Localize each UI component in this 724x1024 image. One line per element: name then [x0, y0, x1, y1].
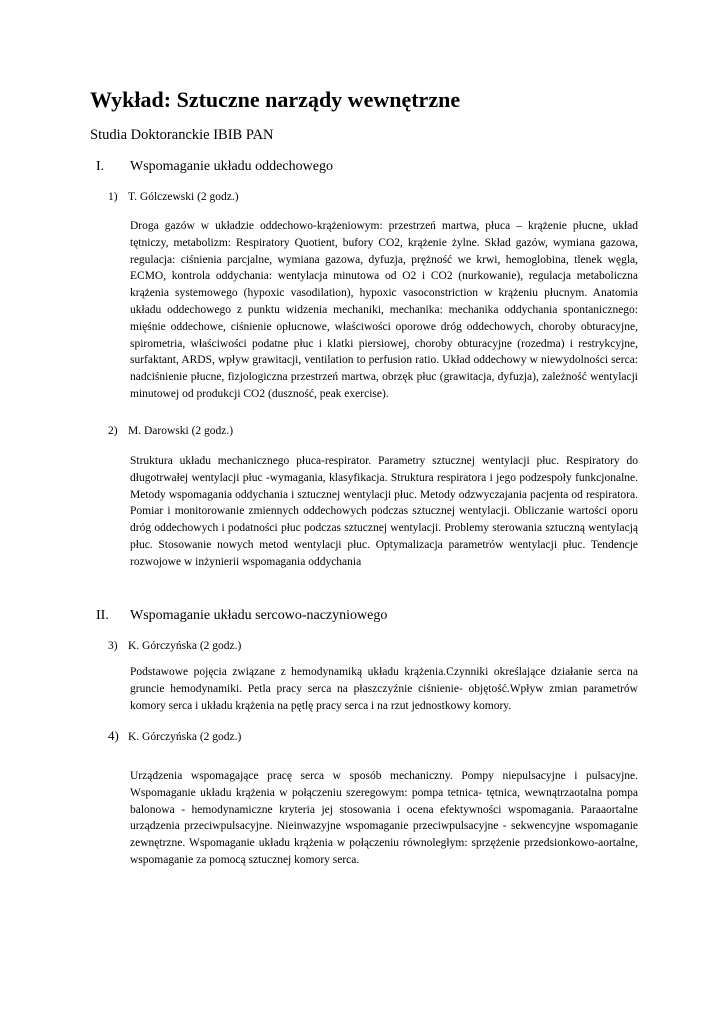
lecturer: K. Górczyńska (2 godz.)	[128, 640, 242, 652]
lecture-description: Urządzenia wspomagające pracę serca w sposób mechaniczny. Pompy niepulsacyjne i pulsacyjne. Wspomaganie układu krążenia w połączeniu szeregowym: pompa tetnica- tętnica, wewnątrzaotalna pompa balonowa - hemodynamiczne kryteria jej stosowania i ocena efektywności wspomagania. Paraaortalne urządzenia przeciwpulsacyjne. Nieinwazyjne wspomaganie przeciwpulsacyjne - sekwencyjne wspomaganie zewnętrzne. Wspomaganie układu krążenia w połączeniu równoległym: sprzężenie przedsionkowo-aortalne, wspomaganie za pomocą sztucznej komory serca.	[130, 770, 638, 866]
section-title: Wspomaganie układu sercowo-naczyniowego	[130, 608, 388, 623]
item-number: 2)	[108, 425, 118, 437]
lecture-description: Droga gazów w układzie oddechowo-krążeniowym: przestrzeń martwa, płuca – krążenie płucne, układ tętniczy, metabolizm: Respiratory Quotient, bufory CO2, krążenie żylne. Skład gazów, wymiana gazowa, regulacja: ciśnienia parcjalne, wymiana gazowa, dyfuzja, prężność we krwi, hemoglobina, tlenek węgla, ECMO, kontrola oddychania: wentylacja minutowa od O2 i CO2 (nurkowanie), regulacja metaboliczna krążenia systemowego (hypoxic vasodilation), hypoxic vasoconstriction w krążeniu płucnym. Anatomia układu oddechowego z punktu widzenia mechaniki, mechanika: mechanika oddychania spontanicznego: mięśnie oddechowe, ciśnienie opłucnowe, właściwości oporowe dróg oddechowych, choroby obturacyjne, spirometria, właściwości podatne płuc i klatki piersiowej, choroby obturacyjne (rozedma) i restrykcyjne, surfaktant, ARDS, wpływ grawitacji, ventilation to perfusion ratio. Układ oddechowy w niewydolności serca: nadciśnienie płucne, fizjologiczna przestrzeń martwa, obrzęk płuc (grawitacja, dyfuzja), zależność wentylacji minutowej od produkcji CO2 (duszność, peak exercise).	[130, 220, 638, 400]
lecture-description: Podstawowe pojęcia związane z hemodynamiką układu krążenia.Czynniki określające działanie serca na gruncie hemodynamiki. Petla pracy serca na płaszczyźnie ciśnienie- objętość.Wpływ zmian parametrów komory serca i układu krążenia na pętlę pracy serca i na rzut jednostkowy komory.	[130, 666, 638, 712]
section-heading-2	[96, 607, 387, 625]
section-title: Wspomaganie układu oddechowego	[130, 159, 333, 174]
lecture-item-4	[108, 728, 241, 745]
lecture-description: Struktura układu mechanicznego płuca-respirator. Parametry sztucznej wentylacji płuc. Respiratory do długotrwałej wentylacji płuc -wymagania, klasyfikacja. Struktura respiratora i jego podzespoły funkcjonalne. Metody wspomagania oddychania i sztucznej wentylacji płuc. Metody odzwyczajania pacjenta od respiratora. Pomiar i monitorowanie zmiennych oddechowych podczas sztucznej wentylacji. Obliczanie wartości oporu dróg oddechowych i podatności płuc podczas sztucznej wentylacji. Problemy sterowania sztuczną wentylacją płuc. Stosowanie nowych metod wentylacji płuc. Optymalizacja parametrów wentylacji płuc. Tendencje rozwojowe w inżynierii wspomagania oddychania	[130, 455, 638, 568]
subtitle: Studia Doktoranckie IBIB PAN	[90, 127, 274, 143]
lecturer: K. Górczyńska (2 godz.)	[128, 731, 242, 743]
lecture-item-3	[108, 638, 241, 654]
lecturer: T. Gólczewski (2 godz.)	[128, 191, 239, 203]
lecturer: M. Darowski (2 godz.)	[128, 425, 234, 437]
item-number: 3)	[108, 640, 118, 652]
section-numeral: I.	[96, 159, 105, 174]
lecture-item-1	[108, 189, 239, 205]
section-heading-1	[96, 158, 333, 176]
page-title: Wykład: Sztuczne narządy wewnętrzne	[90, 87, 461, 112]
section-numeral: II.	[96, 608, 109, 623]
item-number: 4)	[108, 728, 119, 743]
lecture-item-2	[108, 423, 233, 439]
item-number: 1)	[108, 191, 118, 203]
